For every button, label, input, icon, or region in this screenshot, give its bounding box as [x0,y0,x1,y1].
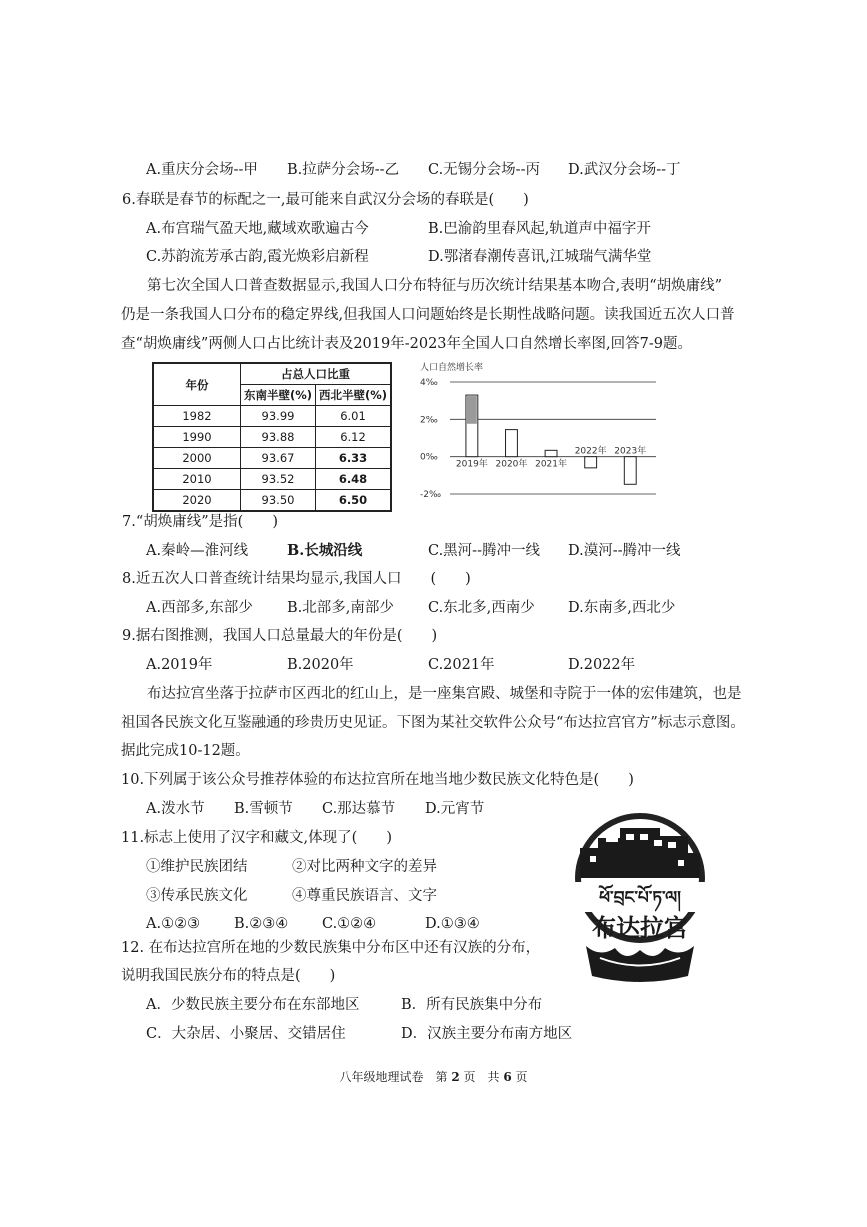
chart-y-tick-label: 4‰ [420,378,438,388]
chart-y-tick-label: -2‰ [420,490,442,500]
chart-bar [624,457,636,485]
q8-option-d: D.东南多,西北少 [568,600,676,616]
table-cell-year: 1990 [153,427,241,448]
table-cell-northwest: 6.12 [316,427,392,448]
q9-option-d: D.2022年 [568,657,636,673]
q5-option-b: B.拉萨分会场--乙 [287,162,400,178]
table-cell-northwest: 6.50 [316,490,392,512]
q11-option-c: C.①②④ [322,916,377,932]
q11-item-2: ②对比两种文字的差异 [292,859,437,875]
q11-item-3: ③传承民族文化 [146,888,248,904]
table-cell-southeast: 93.50 [241,490,316,512]
q5-option-d: D.武汉分会场--丁 [568,162,681,178]
table-cell-southeast: 93.52 [241,469,316,490]
logo-tibetan-text: ཕོ་བྲང་པོ་ཏ་ལ། [599,888,681,908]
footer-middle: 页 共 [459,1070,504,1084]
q8-option-a: A.西部多,东部少 [146,600,253,616]
q10-option-b: B.雪顿节 [234,801,293,817]
q12-option-c: C．大杂居、小聚居、交错居住 [146,1026,346,1042]
intro1-line-3: 查“胡焕庸线”两侧人口占比统计表及2019年-2023年全国人口自然增长率图,回答7-9题。 [121,336,692,352]
chart-x-tick-label: 2023年 [614,446,647,457]
q12-option-d: D．汉族主要分布南方地区 [401,1026,573,1042]
q5-option-a: A.重庆分会场--甲 [146,162,258,178]
table-header-southeast: 东南半壁(%) [241,385,316,406]
table-cell-year: 2010 [153,469,241,490]
footer-total-pages: 6 [503,1070,512,1084]
table-cell-southeast: 93.88 [241,427,316,448]
q10-stem: 10.下列属于该公众号推荐体验的布达拉宫所在地当地少数民族文化特色是( ) [121,772,634,788]
chart-x-tick-label: 2019年 [455,459,488,470]
q11-stem: 11.标志上使用了汉字和藏文,体现了( ) [121,830,392,846]
q9-option-b: B.2020年 [287,657,354,673]
q11-option-d: D.①③④ [425,916,480,932]
q11-item-4: ④尊重民族语言、文字 [292,888,437,904]
table-row [153,448,391,469]
q7-option-a: A.秦岭—淮河线 [146,543,249,559]
q12-option-a: A．少数民族主要分布在东部地区 [146,997,360,1013]
table-header-year: 年份 [153,363,241,406]
chart-bar [585,457,597,468]
q7-option-d: D.漠河--腾冲一线 [568,543,681,559]
population-share-table [152,362,392,512]
q5-option-c: C.无锡分会场--丙 [428,162,540,178]
q6-option-c: C.苏韵流芳承古韵,霞光焕彩启新程 [146,249,369,265]
q12-stem-line-1: 12. 在布达拉宫所在地的少数民族集中分布区中还有汉族的分布， [121,940,541,956]
table-cell-southeast: 93.99 [241,406,316,427]
table-header-northwest: 西北半壁(%) [316,385,392,406]
q8-option-c: C.东北多,西南少 [428,600,535,616]
table-row [153,427,391,448]
intro2-line-1: 布达拉宫坐落于拉萨市区西北的红山上，是一座集宫殿、城堡和寺院于一体的宏伟建筑，也是 [147,686,742,702]
intro2-line-2: 祖国各民族文化互鉴融通的珍贵历史见证。下图为某社交软件公众号“布达拉宫官方”标志示意图。 [121,715,745,731]
q9-option-c: C.2021年 [428,657,495,673]
q6-option-a: A.布宫瑞气盈天地,藏域欢歌遍古今 [146,221,369,237]
q8-option-b: B.北部多,南部少 [287,600,394,616]
chart-bar [545,450,557,456]
q7-option-b: B.长城沿线 [287,542,363,559]
q12-option-b: B．所有民族集中分布 [401,997,543,1013]
table-row [153,406,391,427]
q6-stem: 6.春联是春节的标配之一,最可能来自武汉分会场的春联是( ) [122,192,529,208]
chart-bar-shade [467,396,477,424]
q6-option-d: D.鄂渚春潮传喜讯,江城瑞气满华堂 [428,249,652,265]
logo-base-ornament-icon [586,946,694,982]
chart-x-tick-label: 2021年 [535,459,568,470]
intro1-line-1: 第七次全国人口普查数据显示,我国人口分布特征与历次统计结果基本吻合,表明“胡焕庸线” [147,278,723,294]
footer-page-number: 2 [451,1070,460,1084]
footer-prefix: 八年级地理试卷 第 [339,1070,452,1084]
table-header-group: 占总人口比重 [241,363,392,385]
growth-rate-chart [418,358,658,508]
q10-option-c: C.那达慕节 [322,801,396,817]
table-cell-year: 1982 [153,406,241,427]
q11-option-a: A.①②③ [146,916,201,932]
table-cell-northwest: 6.33 [316,448,392,469]
chart-x-tick-label: 2022年 [574,446,607,457]
table-cell-southeast: 93.67 [241,448,316,469]
q9-option-a: A.2019年 [146,657,213,673]
q6-option-b: B.巴渝韵里春风起,轨道声中福字开 [428,221,651,237]
chart-y-tick-label: 0‰ [420,452,438,463]
q10-option-a: A.泼水节 [146,801,205,817]
q10-option-d: D.元宵节 [425,801,485,817]
table-row [153,469,391,490]
q11-option-b: B.②③④ [234,916,289,932]
q7-option-c: C.黑河--腾冲一线 [428,543,540,559]
page-footer [0,1068,867,1086]
q7-stem: 7.“胡焕庸线”是指( ) [122,514,278,530]
q9-stem: 9.据右图推测，我国人口总量最大的年份是( ) [122,628,438,644]
intro2-line-3: 据此完成10-12题。 [121,743,250,759]
table-cell-northwest: 6.48 [316,469,392,490]
chart-bar [506,430,518,457]
table-cell-year: 2020 [153,490,241,512]
intro1-line-2: 仍是一条我国人口分布的稳定界线,但我国人口问题始终是长期性战略问题。读我国近五次人口普 [121,307,735,323]
table-cell-northwest: 6.01 [316,406,392,427]
logo-chinese-text: 布达拉宫 [592,914,688,942]
footer-suffix: 页 [511,1070,528,1084]
q8-stem: 8.近五次人口普查统计结果均显示,我国人口 ( ) [122,571,471,587]
q12-stem-line-2: 说明我国民族分布的特点是( ) [121,968,336,984]
potala-palace-logo [560,808,720,988]
chart-title: 人口自然增长率 [420,363,484,373]
chart-y-tick-label: 2‰ [420,415,438,426]
table-row [153,490,391,512]
q11-item-1: ①维护民族团结 [146,859,248,875]
table-cell-year: 2000 [153,448,241,469]
chart-x-tick-label: 2020年 [495,459,528,470]
